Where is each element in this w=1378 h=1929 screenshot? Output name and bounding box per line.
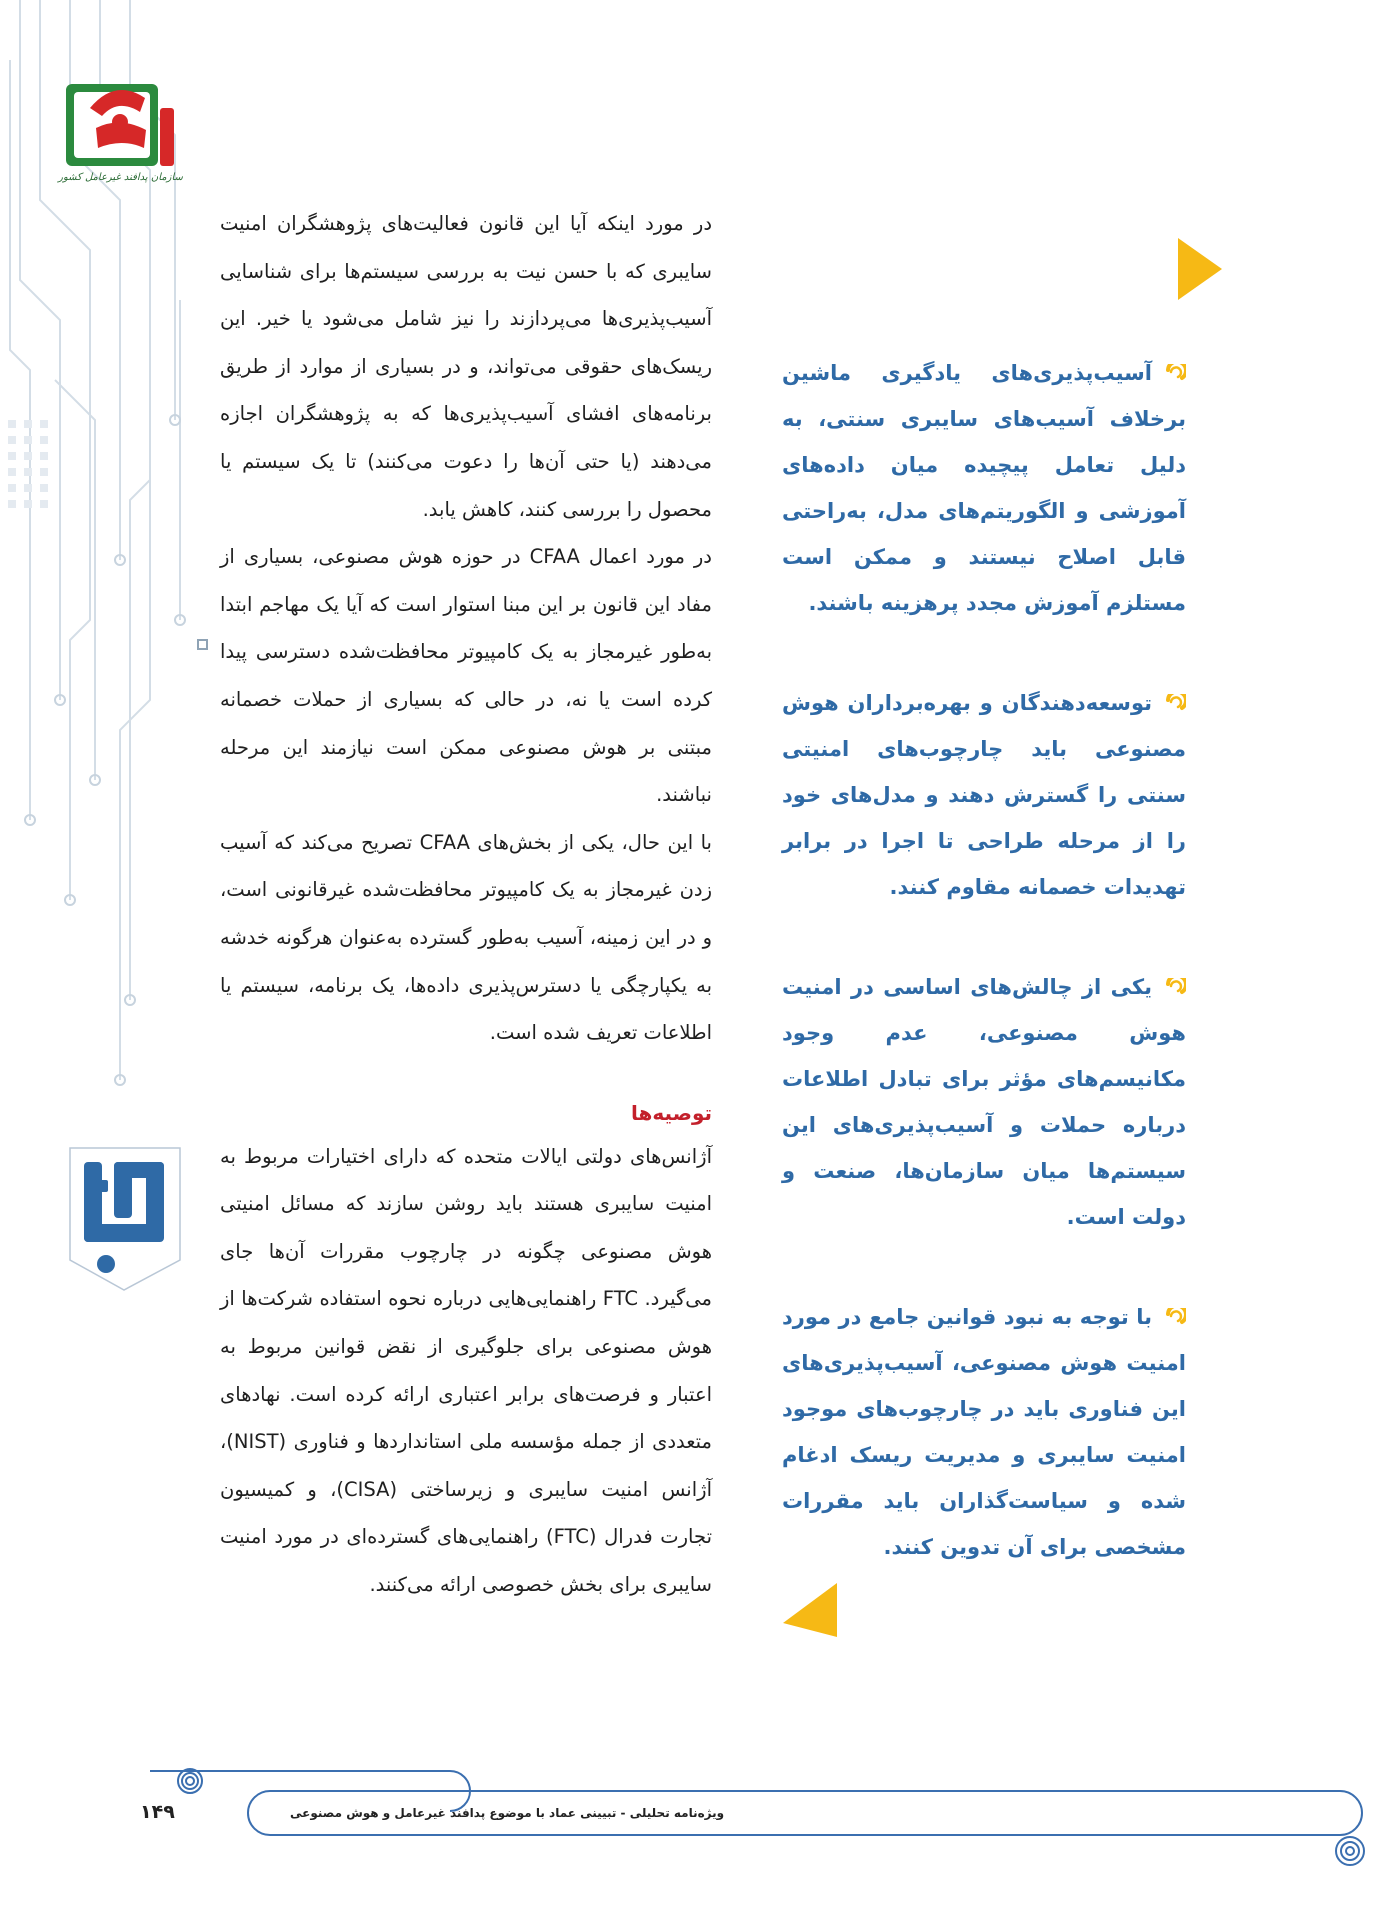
logo-caption: سازمان پدافند غیرعامل کشور <box>58 172 183 183</box>
main-paragraph: با این حال، یکی از بخش‌های CFAA تصریح می‌کند که آسیب زدن غیرمجاز به یک کامپیوتر محافظت‌شده غیرقانونی است، و در این زمینه، آسیب به‌طور گسترده به‌عنوان هرگونه خدشه به یکپارچگی یا دسترس‌پذیری داده‌ها، یک برنامه، سیستم یا اطلاعات تعریف شده است. <box>220 830 712 1045</box>
emad-logo <box>62 1140 187 1300</box>
recommendations-heading: توصیه‌ها <box>630 1100 712 1125</box>
main-paragraph: در مورد اینکه آیا این قانون فعالیت‌های پژوهشگران امنیت سایبری که با حسن نیت به بررسی سیستم‌ها برای شناسایی آسیب‌پذیری‌ها می‌پردازند را نیز شامل می‌شود یا خیر. این ریسک‌های حقوقی می‌تواند، و در بسیاری از موارد از طریق برنامه‌های افشای آسیب‌پذیری‌ها که به پژوهشگران اجازه می‌دهند (یا حتی آن‌ها را دعوت می‌کنند) تا یک سیستم یا محصول را بررسی کنند، کاهش یابد. <box>220 212 712 521</box>
swirl-bullet-icon <box>1160 1308 1186 1326</box>
footer-caption: ویژه‌نامه تحلیلی - تبیینی عماد با موضوع پدافند غیرعامل و هوش مصنوعی <box>290 1806 725 1820</box>
highlight-item <box>782 1294 1186 1570</box>
organization-logo <box>60 68 180 188</box>
swirl-bullet-icon <box>1160 364 1186 382</box>
footer-decoration <box>0 1765 1378 1885</box>
highlights-column <box>782 350 1186 1624</box>
main-column <box>220 200 712 1609</box>
highlight-item <box>782 350 1186 626</box>
page-number: ۱۴۹ <box>140 1801 175 1823</box>
triangle-decoration-icon <box>1178 238 1222 300</box>
highlight-text: آسیب‌پذیری‌های یادگیری ماشین برخلاف آسیب‌های سایبری سنتی، به دلیل تعامل پیچیده میان داده‌های آموزشی و الگوریتم‌های مدل، به‌راحتی قابل اصلاح نیستند و ممکن است مستلزم آموزش مجدد پرهزینه باشند. <box>782 361 1186 615</box>
highlight-item <box>782 680 1186 910</box>
highlight-text: یکی از چالش‌های اساسی در امنیت هوش مصنوعی، عدم وجود مکانیسم‌های مؤثر برای تبادل اطلاعات درباره حملات و آسیب‌پذیری‌های این سیستم‌ها میان سازمان‌ها، صنعت و دولت است. <box>782 975 1186 1229</box>
highlight-text: توسعه‌دهندگان و بهره‌برداران هوش مصنوعی باید چارچوب‌های امنیتی سنتی را گسترش دهند و مدل‌های خود را از مرحله طراحی تا اجرا در برابر تهدیدات خصمانه مقاوم کنند. <box>782 691 1186 899</box>
swirl-bullet-icon <box>1160 694 1186 712</box>
highlight-text: با توجه به نبود قوانین جامع در مورد امنیت هوش مصنوعی، آسیب‌پذیری‌های این فناوری باید در چارچوب‌های موجود امنیت سایبری و مدیریت ریسک ادغام شده و سیاست‌گذاران باید مقررات مشخصی برای آن تدوین کنند. <box>782 1305 1186 1559</box>
swirl-bullet-icon <box>1160 978 1186 996</box>
main-paragraph: در مورد اعمال CFAA در حوزه هوش مصنوعی، بسیاری از مفاد این قانون بر این مبنا استوار است که آیا یک مهاجم ابتدا به‌طور غیرمجاز به یک کامپیوتر محافظت‌شده دسترسی پیدا کرده است یا نه، در حالی که بسیاری از حملات خصمانه مبتنی بر هوش مصنوعی ممکن است نیازمند این مرحله نباشند. <box>220 545 712 807</box>
highlight-item <box>782 964 1186 1240</box>
recommendations-text: آژانس‌های دولتی ایالات متحده که دارای اختیارات مربوط به امنیت سایبری هستند باید روشن سازند که مسائل امنیتی هوش مصنوعی چگونه در چارچوب مقررات آن‌ها جای می‌گیرد. FTC راهنمایی‌هایی درباره نحوه استفاده شرکت‌ها از هوش مصنوعی برای جلوگیری از نقض قوانین مربوط به اعتبار و فرصت‌های برابر اعتباری ارائه کرده است. نهادهای متعددی از جمله مؤسسه ملی استانداردها و فناوری (NIST)، آژانس امنیت سایبری و زیرساختی (CISA)، و کمیسیون تجارت فدرال (FTC) راهنمایی‌های گسترده‌ای در مورد امنیت سایبری برای بخش خصوصی ارائه می‌کنند. <box>220 1144 713 1597</box>
